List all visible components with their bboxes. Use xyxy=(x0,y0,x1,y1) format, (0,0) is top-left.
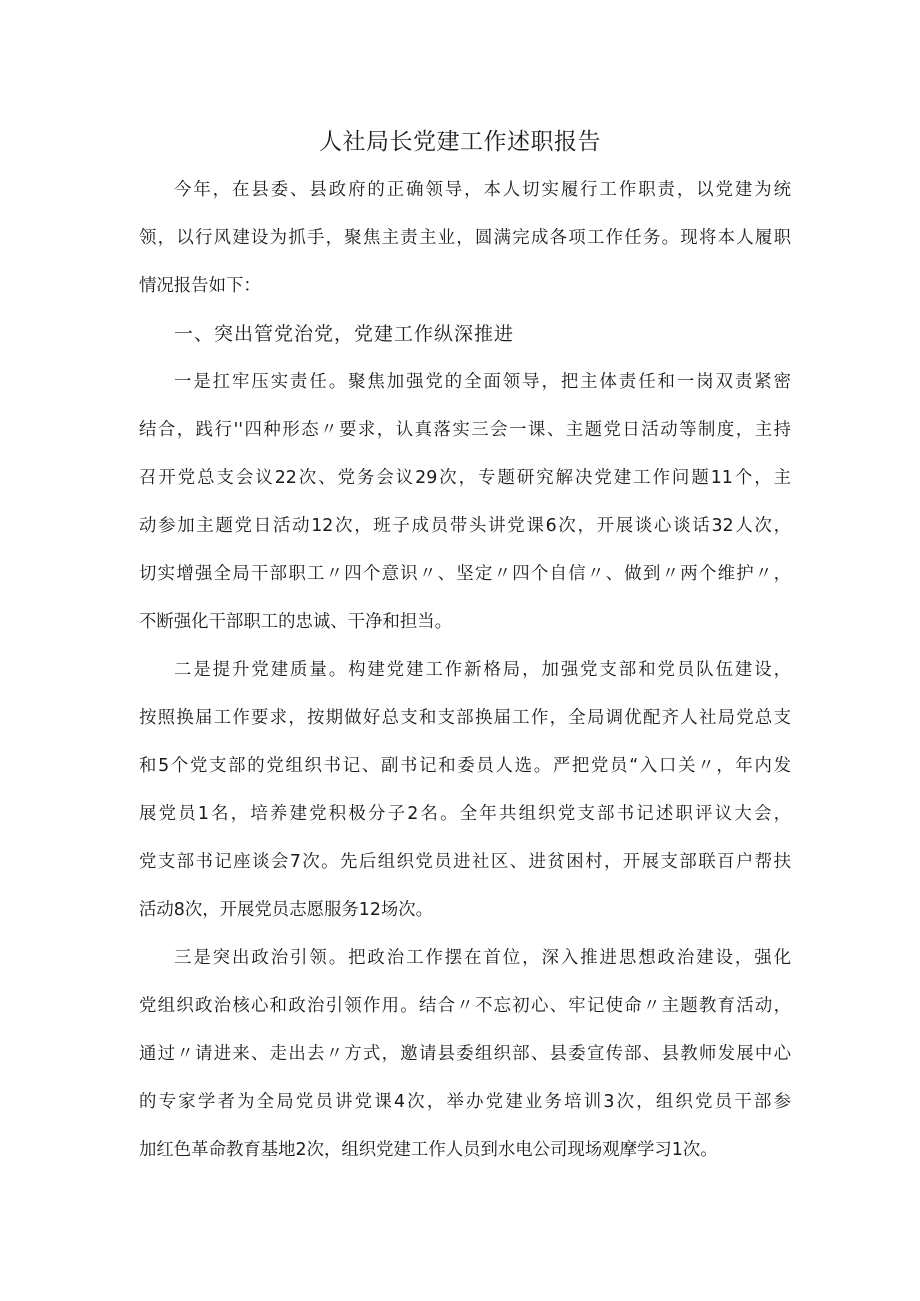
para-3-line-2: 党组织政治核心和政治引领作用。结合〃不忘初心、牢记使命〃主题教育活动， xyxy=(139,996,791,1016)
document-title: 人社局长党建工作述职报告 xyxy=(319,129,601,155)
intro-line-3: 情况报告如下： xyxy=(139,276,261,296)
para-3-line-4: 的专家学者为全局党员讲党课4次，举办党建业务培训3次，组织党员干部参 xyxy=(139,1092,791,1112)
para-3-line-3: 通过〃请进来、走出去〃方式，邀请县委组织部、县委宣传部、县教师发展中心 xyxy=(139,1044,791,1064)
para-1-line-3: 召开党总支会议22次、党务会议29次，专题研究解决党建工作问题11个，主 xyxy=(139,468,791,488)
para-1-line-2: 结合，践行''四种形态〃要求，认真落实三会一课、主题党日活动等制度，主持 xyxy=(139,420,791,440)
para-1-line-5: 切实增强全局干部职工〃四个意识〃、坚定〃四个自信〃、做到〃两个维护〃， xyxy=(139,564,791,584)
para-1-line-1: 一是扛牢压实责任。聚焦加强党的全面领导，把主体责任和一岗双责紧密 xyxy=(174,372,791,392)
para-3-line-1: 三是突出政治引领。把政治工作摆在首位，深入推进思想政治建设，强化 xyxy=(174,948,791,968)
para-1-line-6: 不断强化干部职工的忠诚、干净和担当。 xyxy=(139,612,453,632)
para-3-line-5: 加红色革命教育基地2次，组织党建工作人员到水电公司现场观摩学习1次。 xyxy=(139,1140,718,1160)
para-2-line-3: 和5个党支部的党组织书记、副书记和委员人选。严把党员“入口关〃，年内发 xyxy=(139,756,791,776)
para-2-line-4: 展党员1名，培养建党积极分子2名。全年共组织党支部书记述职评议大会， xyxy=(139,804,791,824)
para-1-line-4: 动参加主题党日活动12次，班子成员带头讲党课6次，开展谈心谈话32人次， xyxy=(139,516,791,536)
para-2-line-2: 按照换届工作要求，按期做好总支和支部换届工作，全局调优配齐人社局党总支 xyxy=(139,708,791,728)
para-2-line-5: 党支部书记座谈会7次。先后组织党员进社区、进贫困村，开展支部联百户帮扶 xyxy=(139,852,791,872)
section-1-heading: 一、突出管党治党，党建工作纵深推进 xyxy=(174,323,515,345)
para-2-line-1: 二是提升党建质量。构建党建工作新格局，加强党支部和党员队伍建设， xyxy=(174,660,791,680)
para-2-line-6: 活动8次，开展党员志愿服务12场次。 xyxy=(139,900,434,920)
intro-line-1: 今年，在县委、县政府的正确领导，本人切实履行工作职责，以党建为统 xyxy=(174,180,791,200)
intro-line-2: 领，以行风建设为抓手，聚焦主责主业，圆满完成各项工作任务。现将本人履职 xyxy=(139,228,791,248)
